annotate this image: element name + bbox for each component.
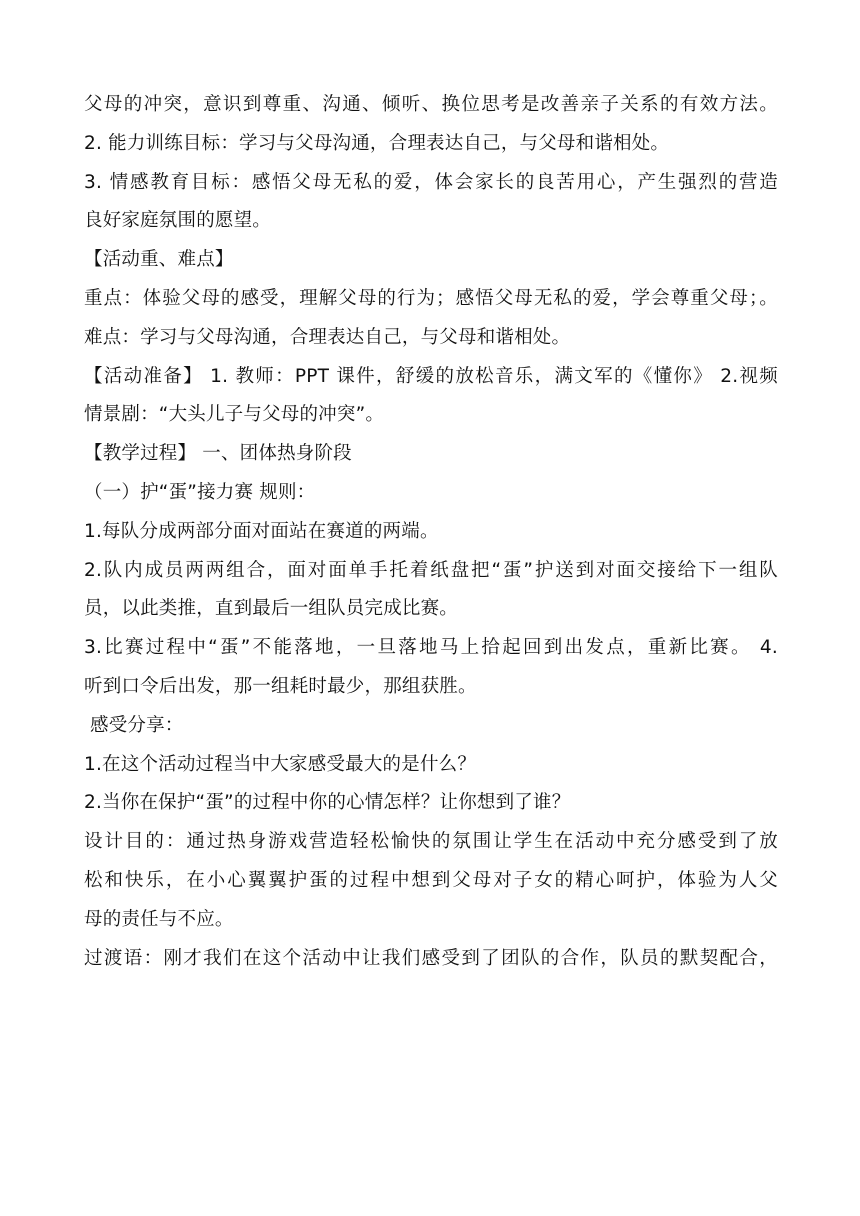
section-heading-process: 【教学过程】 一、团体热身阶段	[84, 443, 352, 465]
rule-item-3: 3.比赛过程中“蛋”不能落地，一旦落地马上拾起回到出发点，重新比赛。 4.	[84, 637, 778, 659]
rule-item-2-cont: 员，以此类推，直到最后一组队员完成比赛。	[84, 598, 459, 620]
rule-item-1: 1.每队分成两部分面对面站在赛道的两端。	[84, 520, 439, 542]
paragraph-line-3: 3. 情感教育目标：感悟父母无私的爱，体会家长的良苦用心，产生强烈的营造	[84, 171, 778, 193]
paragraph-line-2: 2. 能力训练目标：学习与父母沟通，合理表达自己，与父母和谐相处。	[84, 132, 670, 154]
rule-item-2: 2.队内成员两两组合，面对面单手托着纸盘把“蛋”护送到对面交接给下一组队	[84, 559, 778, 581]
subheading-relay: （一）护“蛋”接力赛 规则：	[84, 481, 316, 503]
paragraph-line-preparation: 【活动准备】 1. 教师：PPT 课件，舒缓的放松音乐，满文军的《懂你》 2.视频	[84, 365, 778, 387]
design-purpose-line-2: 松和快乐，在小心翼翼护蛋的过程中想到父母对子女的精心呵护，体验为人父	[84, 869, 778, 891]
document-page	[84, 86, 778, 978]
rule-item-4-cont: 听到口令后出发，那一组耗时最少，那组获胜。	[84, 675, 477, 697]
paragraph-line-key-points: 重点：体验父母的感受，理解父母的行为；感悟父母无私的爱，学会尊重父母；。	[84, 287, 778, 309]
design-purpose-line-1: 设计目的：通过热身游戏营造轻松愉快的氛围让学生在活动中充分感受到了放	[84, 831, 778, 853]
sharing-question-2: 2.当你在保护“蛋”的过程中你的心情怎样？让你想到了谁？	[84, 792, 571, 814]
transition-line: 过渡语：刚才我们在这个活动中让我们感受到了团队的合作，队员的默契配合，	[84, 947, 778, 969]
section-heading-focus: 【活动重、难点】	[84, 249, 234, 271]
paragraph-line-1: 父母的冲突，意识到尊重、沟通、倾听、换位思考是改善亲子关系的有效方法。	[84, 94, 778, 115]
sharing-heading: 感受分享：	[90, 714, 184, 736]
paragraph-line-difficulties: 难点：学习与父母沟通，合理表达自己，与父母和谐相处。	[84, 326, 571, 348]
design-purpose-line-3: 母的责任与不应。	[84, 908, 234, 930]
paragraph-line-4: 良好家庭氛围的愿望。	[84, 210, 272, 232]
paragraph-line-preparation-cont: 情景剧：“大头儿子与父母的冲突”。	[84, 404, 385, 426]
sharing-question-1: 1.在这个活动过程当中大家感受最大的是什么？	[84, 753, 477, 775]
